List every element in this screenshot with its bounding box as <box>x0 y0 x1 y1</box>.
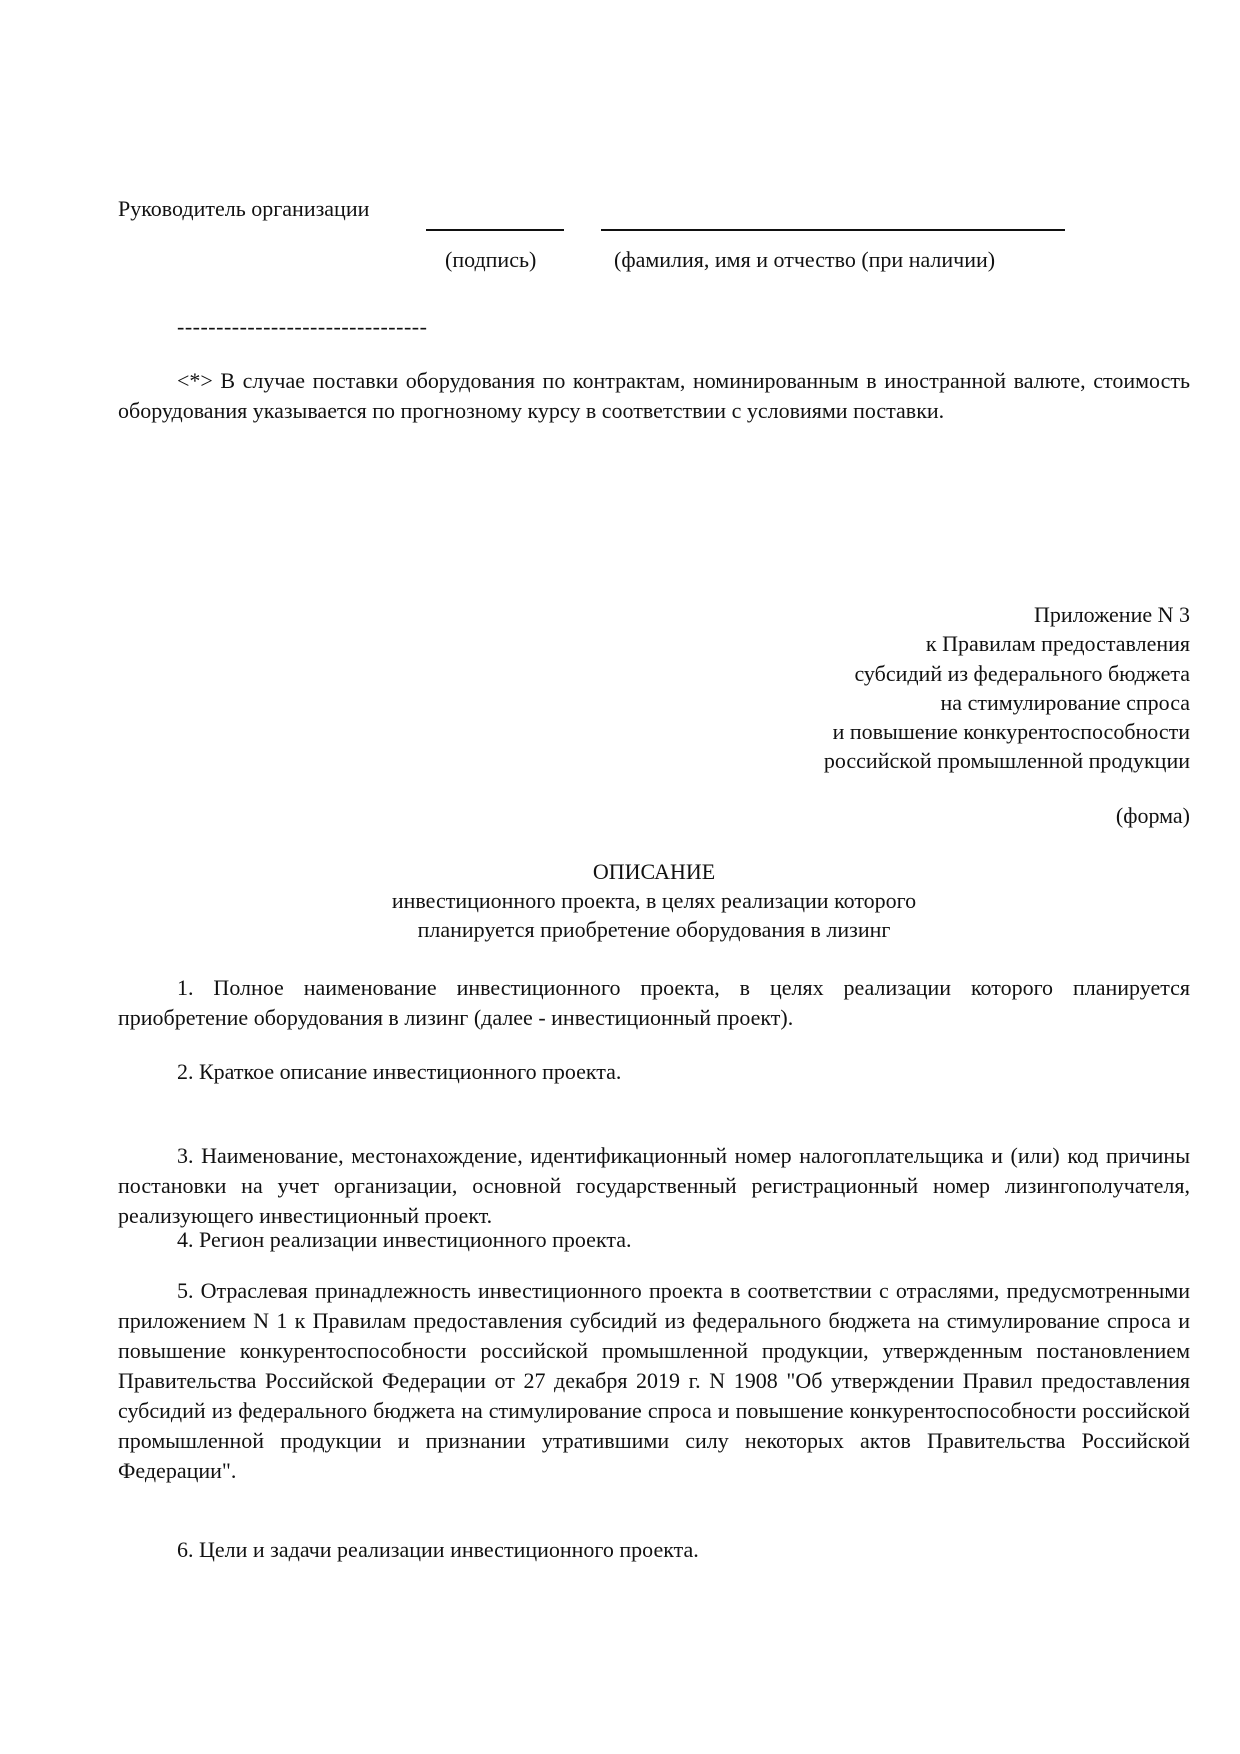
form-label: (форма) <box>1115 803 1190 828</box>
item-1: 1. Полное наименование инвестиционного проекта, в целях реализации которого планируется приобретение оборудования в лизинг (далее - инвестиционный проект). <box>118 975 1190 1030</box>
footnote-text: <*> В случае поставки оборудования по контрактам, номинированным в иностранной валюте, стоимость оборудования указывается по прогнозному курсу в соответствии с условиями поставки. <box>118 368 1190 423</box>
item-3: 3. Наименование, местонахождение, идентификационный номер налогоплательщика и (или) код причины постановки на учет организации, основной государственный регистрационный номер лизингополучателя, реализующего инвестиционный проект. <box>118 1143 1190 1228</box>
item-5: 5. Отраслевая принадлежность инвестиционного проекта в соответствии с отраслями, предусмотренными приложением N 1 к Правилам предоставления субсидий из федерального бюджета на стимулирование спроса и повышение конкурентоспособности российской промышленной продукции, утвержденным постановлением Правительства Российской Федерации от 27 декабря 2019 г. N 1908 "Об утверждении Правил предоставления субсидий из федерального бюджета на стимулирование спроса и повышение конкурентоспособности российской промышленной продукции и признании утратившими силу некоторых актов Правительства Российской Федерации". <box>118 1278 1190 1483</box>
appendix-line: и повышение конкурентоспособности <box>832 719 1190 745</box>
full-name-line <box>601 229 1065 231</box>
footnote-separator: -------------------------------- <box>177 314 428 339</box>
item-4: 4. Регион реализации инвестиционного проекта. <box>177 1227 632 1252</box>
signature-line <box>426 229 564 231</box>
title-subtitle-line: планируется приобретение оборудования в лизинг <box>417 917 891 942</box>
title-subtitle-line: инвестиционного проекта, в целях реализации которого <box>391 888 917 913</box>
full-name-caption: (фамилия, имя и отчество (при наличии) <box>614 247 996 272</box>
item-6: 6. Цели и задачи реализации инвестиционного проекта. <box>177 1537 699 1562</box>
appendix-line: российской промышленной продукции <box>823 748 1190 774</box>
head-of-organization-label: Руководитель организации <box>118 196 370 221</box>
title-heading: ОПИСАНИЕ <box>592 859 716 884</box>
item-2: 2. Краткое описание инвестиционного проекта. <box>177 1059 622 1084</box>
appendix-header <box>824 600 1190 776</box>
appendix-line: на стимулирование спроса <box>940 689 1190 715</box>
signature-caption: (подпись) <box>445 247 537 272</box>
appendix-line: субсидий из федерального бюджета <box>854 660 1190 686</box>
appendix-line: к Правилам предоставления <box>925 631 1190 657</box>
document-title <box>118 857 1190 944</box>
appendix-line: Приложение N 3 <box>1034 602 1190 627</box>
